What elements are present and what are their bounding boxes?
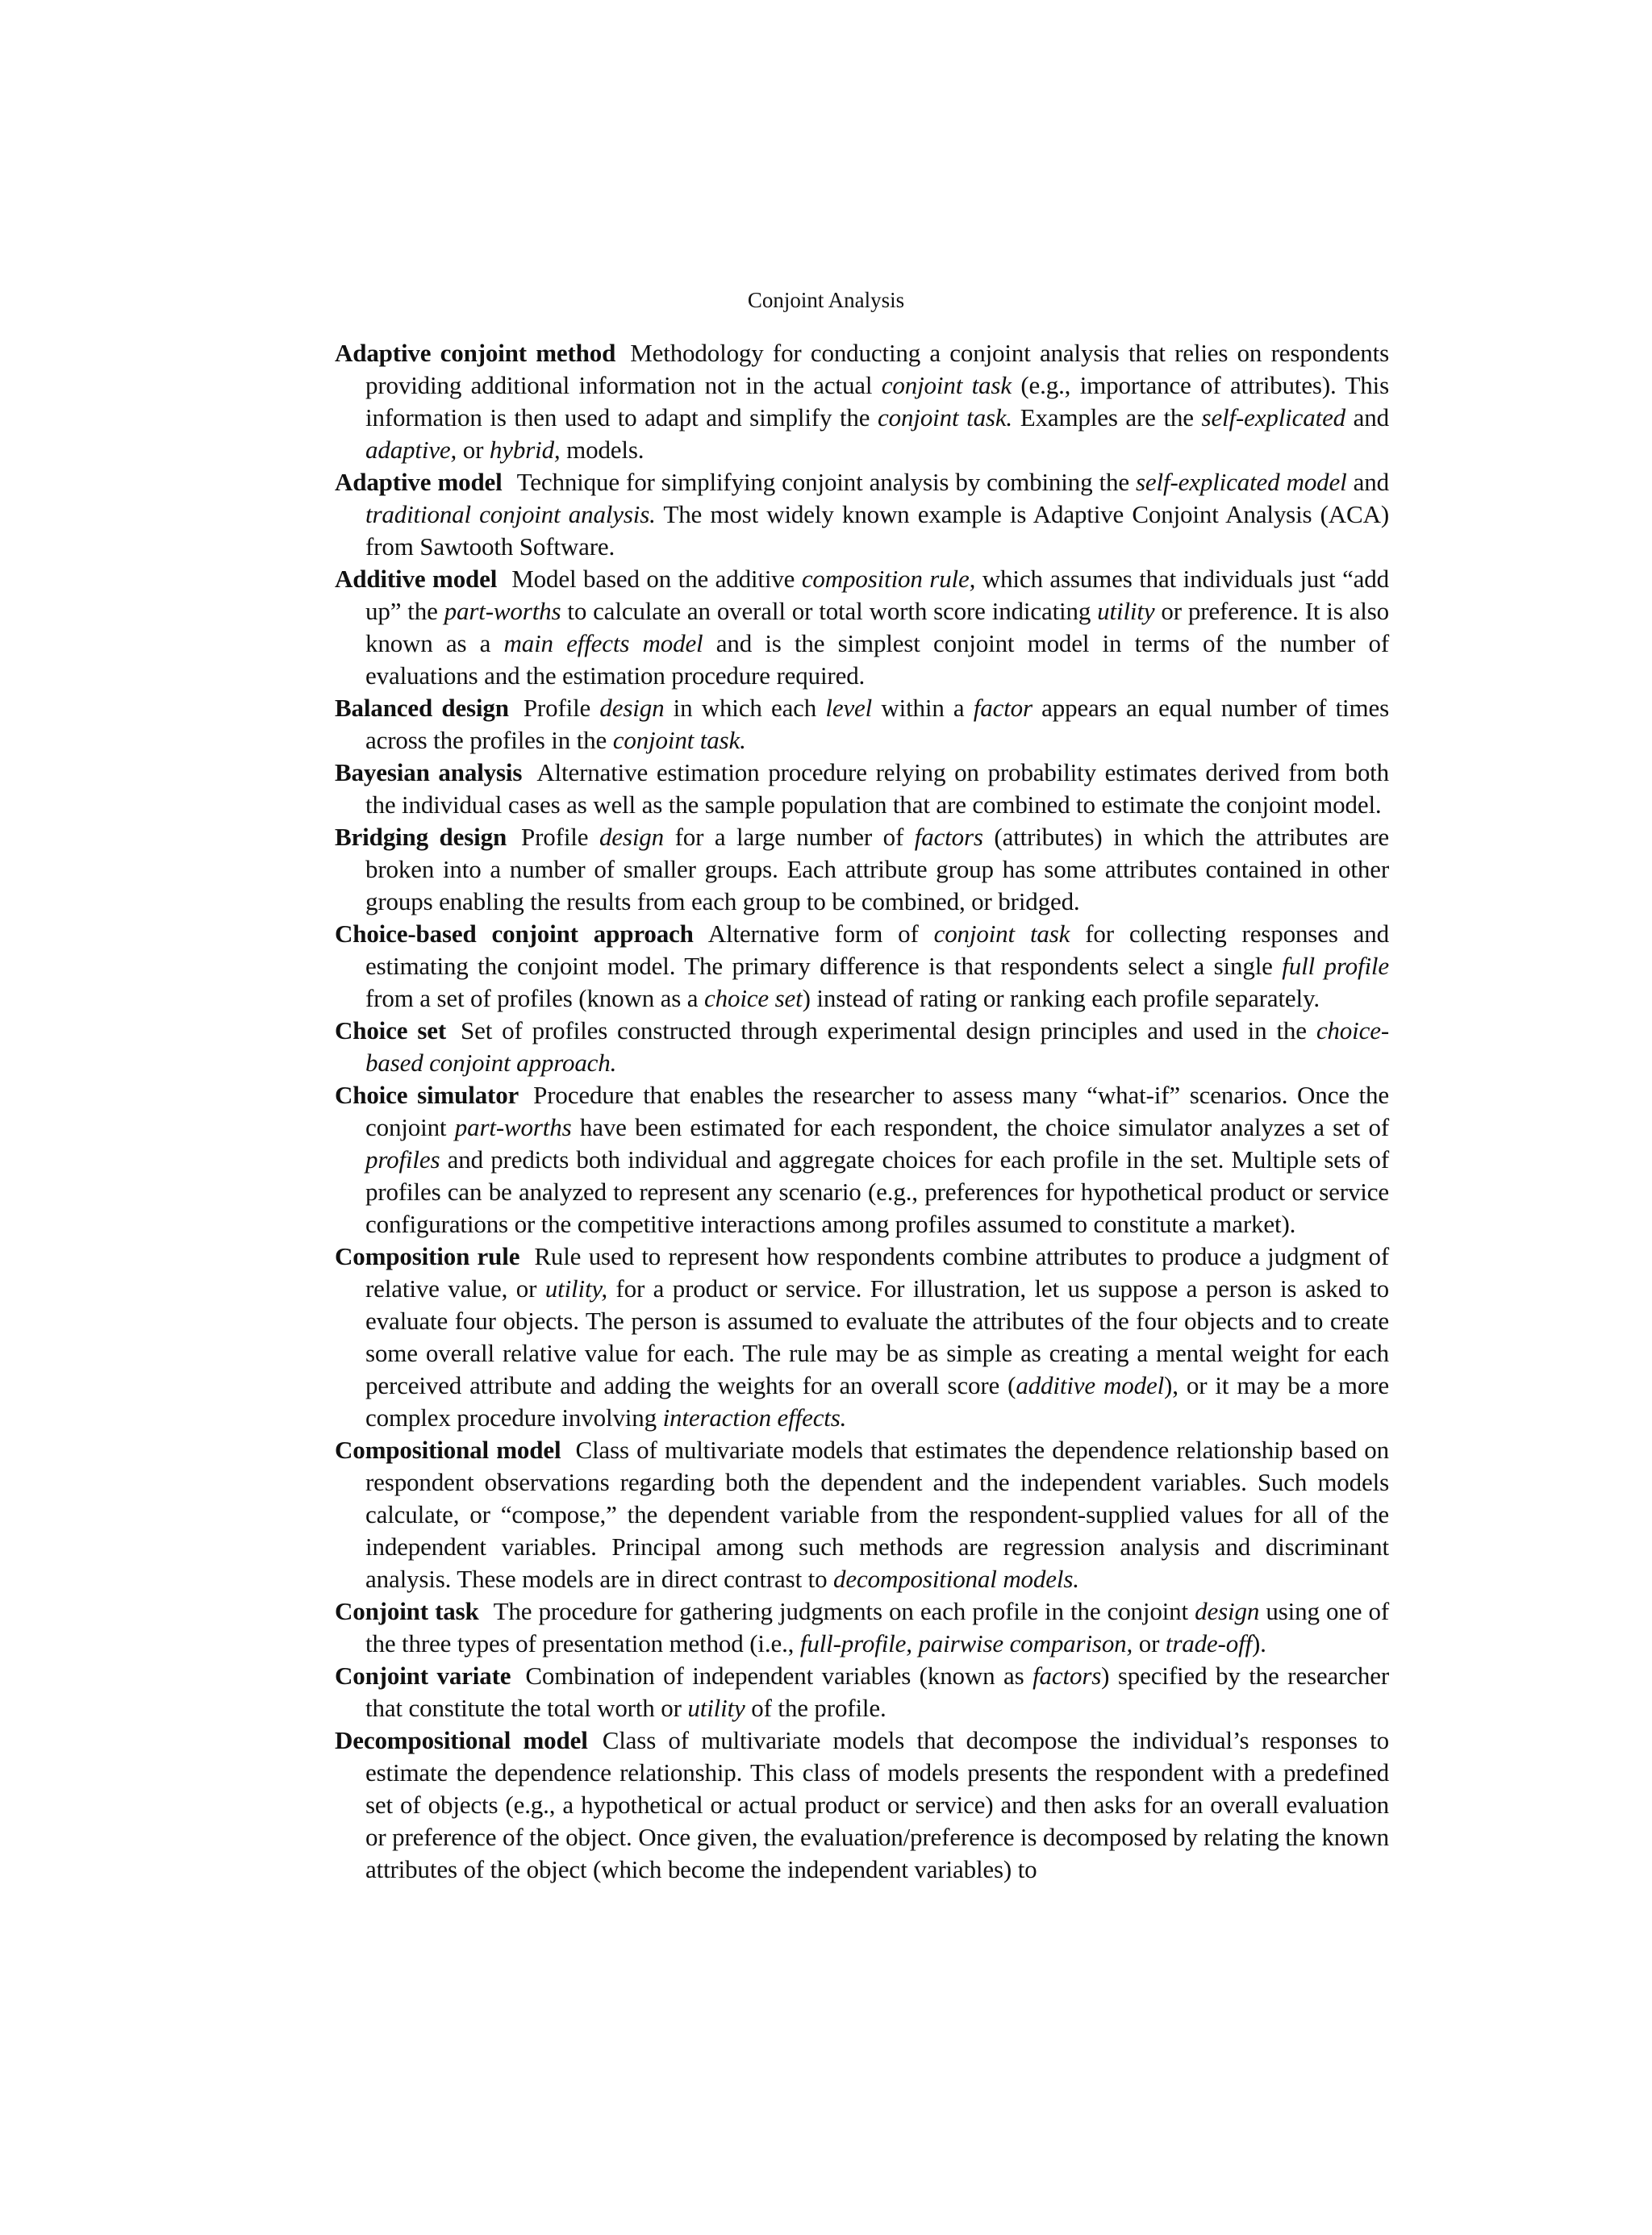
definition-italic-text: factors	[914, 823, 983, 851]
definition-italic-text: conjoint task	[933, 919, 1070, 948]
definition-italic-text: self-explicated	[1201, 403, 1346, 432]
definition-text: Alternative form of	[707, 919, 934, 948]
glossary-term: Adaptive model	[335, 468, 503, 496]
definition-text: of the profile.	[745, 1694, 886, 1722]
definition-italic-text: traditional conjoint analysis.	[365, 500, 656, 528]
definition-italic-text: utility	[1097, 597, 1155, 625]
definition-text: models.	[560, 436, 645, 464]
definition-italic-text: level	[825, 694, 873, 722]
definition-text: Profile	[521, 823, 599, 851]
definition-italic-text: part-worths	[454, 1113, 572, 1141]
glossary-definition	[365, 1597, 1389, 1657]
definition-italic-text: trade-off	[1165, 1629, 1252, 1657]
definition-text: and predicts both individual and aggregate choices for each profile in the set. Multiple sets of profiles can be analyzed to represent any scenario (e.g., preferences for hypothetical product or service configurations or the competitive interactions among profiles assumed to constitute a market).	[365, 1145, 1389, 1238]
glossary-term: Bayesian analysis	[335, 758, 523, 786]
definition-text: within a	[872, 694, 974, 722]
glossary-term: Compositional model	[335, 1436, 561, 1464]
definition-italic-text: decompositional models.	[833, 1565, 1079, 1593]
glossary-entry	[335, 1015, 1389, 1079]
definition-italic-text: factor	[973, 694, 1032, 722]
definition-italic-text: main effects model	[503, 629, 703, 657]
definition-italic-text: choice set	[704, 984, 803, 1012]
definition-italic-text: choice-based conjoint approach.	[365, 1016, 1389, 1077]
glossary-definition	[365, 565, 1389, 690]
glossary-definition	[365, 694, 1389, 754]
definition-italic-text: full-profile, pairwise comparison,	[799, 1629, 1133, 1657]
definition-text: ) instead of rating or ranking each profile separately.	[802, 984, 1320, 1012]
definition-italic-text: design	[599, 823, 664, 851]
glossary-entry	[335, 1079, 1389, 1241]
definition-text: appears an equal number of times across the profiles in the	[365, 694, 1389, 754]
definition-italic-text: conjoint task.	[612, 726, 746, 754]
definition-text: in which each	[664, 694, 826, 722]
glossary-entry	[335, 918, 1389, 1015]
glossary-entry	[335, 1434, 1389, 1595]
definition-text: ), or it may be a more complex procedure involving	[365, 1371, 1389, 1432]
glossary-definition	[365, 1016, 1389, 1077]
definition-italic-text: profiles	[365, 1145, 440, 1174]
definition-text: Combination of independent variables (known as	[525, 1662, 1033, 1690]
glossary-definition	[365, 823, 1389, 915]
definition-text: and is the simplest conjoint model in terms of the number of evaluations and the estimation procedure required.	[365, 629, 1389, 690]
glossary-definition	[365, 468, 1389, 561]
definition-italic-text: additive model	[1016, 1371, 1165, 1399]
definition-text: ).	[1252, 1629, 1266, 1657]
glossary-entry	[335, 1595, 1389, 1660]
definition-text: Rule used to represent how respondents combine attributes to produce a judgment of relative value, or	[365, 1242, 1389, 1303]
glossary-term: Additive model	[335, 565, 498, 593]
definition-text: and	[1346, 468, 1389, 496]
definition-text: from a set of profiles (known as a	[365, 984, 705, 1012]
definition-italic-text: full profile	[1282, 952, 1389, 980]
glossary-entry	[335, 757, 1389, 821]
definition-text: Examples are the	[1012, 403, 1202, 432]
definition-italic-text: conjoint task	[881, 371, 1012, 399]
definition-text: Procedure that enables the researcher to assess many “what-if” scenarios. Once the conjoint	[365, 1081, 1389, 1141]
glossary-list	[335, 337, 1389, 1886]
glossary-term: Choice-based conjoint approach	[335, 919, 694, 948]
definition-italic-text: design	[599, 694, 665, 722]
definition-italic-text: utility,	[544, 1274, 607, 1303]
definition-italic-text: composition rule,	[801, 565, 976, 593]
definition-italic-text: self-explicated model	[1136, 468, 1347, 496]
glossary-term: Composition rule	[335, 1242, 520, 1270]
definition-text: (attributes) in which the attributes are broken into a number of smaller groups. Each attribute group has some attributes contained in other groups enabling the results from each group to be combined, or bridged.	[365, 823, 1389, 915]
definition-text: have been estimated for each respondent, the choice simulator analyzes a set of	[571, 1113, 1390, 1141]
definition-text: The procedure for gathering judgments on each profile in the conjoint	[493, 1597, 1195, 1625]
glossary-entry	[335, 1660, 1389, 1724]
definition-text: for collecting responses and estimating the conjoint model. The primary difference is that respondents select a single	[365, 919, 1389, 980]
glossary-term: Balanced design	[335, 694, 509, 722]
definition-text: Profile	[523, 694, 600, 722]
definition-text: or preference. It is also known as a	[365, 597, 1389, 657]
glossary-entry	[335, 563, 1389, 692]
definition-text: or	[457, 436, 490, 464]
definition-italic-text: hybrid,	[489, 436, 561, 464]
glossary-definition	[365, 1662, 1389, 1722]
definition-text: and	[1345, 403, 1389, 432]
glossary-term: Decompositional model	[335, 1726, 588, 1754]
glossary-definition	[365, 1081, 1389, 1238]
glossary-entry	[335, 1724, 1389, 1886]
definition-text: Model based on the additive	[511, 565, 802, 593]
glossary-definition	[365, 1242, 1389, 1432]
definition-text: for a product or service. For illustration, let us suppose a person is asked to evaluate four objects. The person is assumed to evaluate the attributes of the four objects and to create some overall relative value for each. The rule may be as simple as creating a mental weight for each perceived attribute and adding the weights for an overall score (	[365, 1274, 1389, 1399]
glossary-entry	[335, 466, 1389, 563]
definition-text: Methodology for conducting a conjoint analysis that relies on respondents providing additional information not in the actual	[365, 339, 1389, 399]
definition-text: Alternative estimation procedure relying on probability estimates derived from both the individual cases as well as the sample population that are combined to estimate the conjoint model.	[365, 758, 1389, 819]
definition-italic-text: interaction effects.	[662, 1403, 847, 1432]
glossary-term: Bridging design	[335, 823, 507, 851]
definition-italic-text: adaptive,	[365, 436, 457, 464]
glossary-entry	[335, 337, 1389, 466]
definition-text: (e.g., importance of attributes). This information is then used to adapt and simplify the	[365, 371, 1389, 432]
glossary-term: Choice simulator	[335, 1081, 519, 1109]
glossary-term: Conjoint task	[335, 1597, 479, 1625]
definition-text: Technique for simplifying conjoint analysis by combining the	[516, 468, 1137, 496]
definition-italic-text: part-worths	[444, 597, 561, 625]
glossary-entry	[335, 821, 1389, 918]
running-head: Conjoint Analysis	[747, 288, 905, 312]
definition-text: Class of multivariate models that decompose the individual’s responses to estimate the dependence relationship. This class of models presents the respondent with a predefined set of objects (e.g., a hypothetical or actual product or service) and then asks for an overall evaluation or preference of the object. Once given, the evaluation/preference is decomposed by relating the known attributes of the object (which become the independent variables) to	[365, 1726, 1389, 1883]
glossary-term: Choice set	[335, 1016, 447, 1045]
definition-text: or	[1133, 1629, 1166, 1657]
definition-text: which assumes that individuals just “add up” the	[365, 565, 1389, 625]
definition-italic-text: factors	[1032, 1662, 1102, 1690]
definition-text: ) specified by the researcher that constitute the total worth or	[365, 1662, 1389, 1722]
glossary-term: Adaptive conjoint method	[335, 339, 616, 367]
definition-text: Set of profiles constructed through experimental design principles and used in the	[461, 1016, 1316, 1045]
definition-text: The most widely known example is Adaptive Conjoint Analysis (ACA) from Sawtooth Software.	[365, 500, 1389, 561]
definition-italic-text: utility	[687, 1694, 745, 1722]
definition-text: to calculate an overall or total worth score indicating	[561, 597, 1098, 625]
definition-italic-text: design	[1195, 1597, 1260, 1625]
glossary-entry	[335, 1241, 1389, 1434]
definition-text: for a large number of	[664, 823, 915, 851]
glossary-entry	[335, 692, 1389, 757]
glossary-term: Conjoint variate	[335, 1662, 511, 1690]
definition-text: Class of multivariate models that estimates the dependence relationship based on respondent observations regarding both the dependent and the independent variables. Such models calculate, or “compose,” the dependent variable from the respondent-supplied values for all of the independent variables. Principal among such methods are regression analysis and discriminant analysis. These models are in direct contrast to	[365, 1436, 1389, 1593]
definition-text: using one of the three types of presentation method (i.e.,	[365, 1597, 1389, 1657]
definition-italic-text: conjoint task.	[878, 403, 1013, 432]
